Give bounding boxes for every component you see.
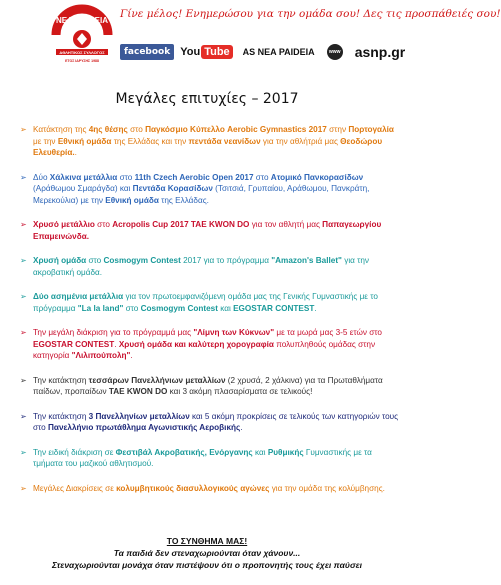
youtube-channel-name: AS NEA PAIDEIA — [242, 47, 315, 57]
achievement-text: (2 χρυσά, 2 χάλκινα) για τα Πρωταθλήματα παίδων, προπαίδων — [33, 375, 383, 396]
arrow-bullet-icon: ➢ — [20, 292, 27, 301]
achievement-text: Χρυσή ομάδα και καλύτερη χορογραφία — [118, 339, 274, 349]
achievement-text: για την ακροβατική ομάδα. — [33, 256, 370, 277]
achievement-text: στο — [127, 125, 146, 134]
arrow-bullet-icon: ➢ — [20, 483, 27, 493]
achievement-text: στο — [94, 220, 113, 229]
achievement-text: Εθνική ομάδα — [105, 195, 159, 205]
achievement-text: Την κατάκτηση — [33, 411, 89, 421]
achievement-text: Χρυσή ομάδα — [33, 256, 87, 265]
achievement-text: Φεστιβάλ Ακροβατικής, Ενόργανης — [115, 447, 253, 457]
arrow-bullet-icon: ➢ — [20, 447, 27, 457]
achievement-text: Παπαγεωργίου Επαμεινώνδα. — [33, 220, 382, 241]
youtube-you-text: You — [180, 46, 201, 58]
achievement-text: 2017 για το πρόγραμμα — [180, 256, 272, 265]
achievement-text: Cosmogym Contest — [140, 303, 218, 313]
achievement-text: "Amazon's Ballet" — [271, 256, 342, 265]
website-link[interactable]: asnp.gr — [354, 44, 406, 60]
achievement-item — [20, 447, 400, 470]
motto-line-2: Στεναχωριούνται μονάχα όταν πιστέψουν ότι ο προπονητής τους έχει παύσει — [51, 560, 363, 570]
achievement-text: . — [74, 148, 77, 157]
arrow-bullet-icon: ➢ — [20, 220, 27, 229]
achievement-text: της Ελλάδας. — [158, 195, 209, 205]
achievement-text: Acropolis Cup 2017 TAE KWON DO — [112, 220, 250, 229]
achievement-text: της Ελλάδας και την — [111, 136, 189, 146]
achievement-text: Εθνική ομάδα — [57, 136, 112, 146]
achievement-text: 11th Czech Aerobic Open 2017 — [134, 172, 254, 182]
achievement-text: Χάλκινα μετάλλια — [49, 172, 118, 182]
achievement-text: . — [240, 423, 243, 432]
achievement-text: Δύο — [33, 172, 50, 182]
achievement-text: Πεντάδα Κορασίδων — [132, 184, 213, 193]
achievement-item — [20, 124, 400, 159]
facebook-link[interactable]: facebook — [120, 44, 174, 60]
motto-line-1: Τα παιδιά δεν στεναχωριούνται όταν χάνουν... — [113, 548, 301, 558]
achievement-text: για τον αθλητή μας — [249, 220, 323, 229]
achievements-list — [20, 124, 400, 507]
achievement-text: Χρυσό μετάλλιο — [33, 220, 95, 229]
club-slogan: Γίνε μέλος! Ενημερώσου για την ομάδα σου! Δες τις προσπάθειές σου! — [120, 8, 501, 20]
achievement-text: και — [217, 303, 234, 313]
arrow-bullet-icon: ➢ — [20, 328, 27, 337]
achievement-text: κολυμβητικούς διασυλλογικούς αγώνες — [116, 483, 270, 493]
achievement-text: 3 Πανελληνίων μεταλλίων — [88, 411, 190, 421]
achievement-text: "Λιλιπούπολη" — [71, 351, 131, 360]
achievement-item — [20, 483, 400, 495]
achievement-text: τεσσάρων Πανελλήνιων μεταλλίων — [88, 375, 226, 385]
arrow-bullet-icon: ➢ — [20, 411, 27, 421]
achievement-text: 4ης θέσης — [88, 125, 128, 134]
achievement-text: και — [252, 447, 268, 457]
page-title: Μεγάλες επιτυχίες – 2017 — [115, 91, 299, 107]
achievement-text: (Τσιτσιά, Γρυπαίου, Αράθωμου, Πανκράτη, Μερεκούλια) με την — [33, 184, 370, 205]
achievement-text: στο — [123, 303, 141, 313]
social-links — [120, 42, 410, 62]
achievement-text: Θεοδώρου Ελευθερία. — [33, 136, 383, 157]
achievement-text: Ρυθμικής — [267, 447, 304, 457]
achievement-text: TAE KWON DO — [108, 387, 168, 396]
achievement-text: Την μεγάλη διάκριση για το πρόγραμμά μας — [33, 328, 194, 337]
achievement-text: Την κατάκτηση — [33, 375, 89, 385]
achievement-text: Γυμναστικής με τα τμήματα του μαζικού αθλητισμού. — [33, 447, 372, 468]
achievement-text: για την ομάδα της κολύμβησης. — [269, 483, 385, 493]
achievement-text: EGOSTAR CONTEST — [233, 303, 315, 313]
arrow-bullet-icon: ➢ — [20, 375, 27, 385]
achievement-text: στο — [117, 172, 135, 182]
motto-block — [0, 535, 414, 571]
youtube-link[interactable] — [180, 45, 232, 59]
arrow-bullet-icon: ➢ — [20, 256, 27, 265]
www-icon: www — [327, 44, 343, 60]
achievement-item — [20, 255, 400, 278]
logo-text-mid: ΑΘΛΗΤΙΚΟΣ ΣΥΛΛΟΓΟΣ — [59, 50, 105, 55]
logo-text-bottom: ΕΤΟΣ ΙΔΡΥΣΗΣ 1988 — [65, 59, 99, 63]
achievement-item — [20, 411, 400, 434]
achievement-text: Κατάκτηση της — [33, 125, 89, 134]
achievement-item — [20, 375, 400, 398]
achievement-text: Πανελλήνιο πρωτάθλημα Αγωνιστικής Αεροβικής — [48, 423, 241, 432]
achievement-text: . — [314, 303, 317, 313]
achievement-item — [20, 327, 400, 362]
achievement-text: και 3 ακόμη πλασαρίσματα σε τελικούς! — [167, 387, 313, 396]
achievement-text: . — [114, 339, 119, 349]
achievement-text: στην — [326, 125, 349, 134]
achievement-text: EGOSTAR CONTEST — [33, 339, 115, 349]
achievement-text: "Λίμνη των Κύκνων" — [193, 328, 275, 337]
youtube-tube-text: Tube — [201, 45, 232, 59]
achievement-text: Cosmogym Contest — [103, 256, 181, 265]
achievement-item — [20, 219, 400, 242]
achievement-text: στο — [86, 256, 104, 265]
achievement-text: για τον πρωτοεμφανιζόμενη ομάδα μας της Γενικής Γυμναστικής με το πρόγραμμα — [33, 292, 378, 313]
achievement-text: . — [130, 351, 133, 360]
motto-title: ΤΟ ΣΥΝΘΗΜΑ ΜΑΣ! — [166, 536, 248, 546]
arrow-bullet-icon: ➢ — [20, 172, 27, 182]
achievement-text: Παγκόσμιο Κύπελλο Aerobic Gymnastics 2017 — [145, 125, 327, 134]
achievement-text: στο — [253, 172, 271, 182]
achievement-text: Μεγάλες Διακρίσεις σε — [33, 483, 117, 493]
page-header — [0, 0, 501, 70]
achievement-text: "La la land" — [77, 303, 124, 313]
achievement-text: και 5 ακόμη προκρίσεις σε τελικούς των κατηγοριών τους στο — [33, 411, 399, 432]
achievement-text: Δύο ασημένια μετάλλια — [33, 292, 124, 301]
achievement-item — [20, 291, 400, 314]
achievement-text: πεντάδα νεανίδων — [188, 136, 261, 146]
arrow-bullet-icon: ➢ — [20, 125, 27, 134]
achievement-text: Την ειδική διάκριση σε — [33, 447, 116, 457]
achievement-item — [20, 172, 400, 207]
achievement-text: (Αράθωμου Σμαράγδα) και — [33, 184, 133, 193]
achievement-text: με τα μωρά μας 3-5 ετών στο — [274, 328, 382, 337]
achievement-text: για την αθλήτριά μας — [260, 136, 341, 146]
achievement-text: Ατομικό Πανκορασίδων — [270, 172, 364, 182]
logo-text-top: ΝΕΑ ΠΑΙΔΕΙΑ — [56, 16, 108, 25]
club-logo — [50, 5, 114, 65]
achievement-text: πολυπληθούς ομάδας στην κατηγορία — [33, 339, 376, 360]
achievement-text: με την — [33, 136, 58, 146]
achievement-text: Πορτογαλία — [348, 125, 394, 134]
